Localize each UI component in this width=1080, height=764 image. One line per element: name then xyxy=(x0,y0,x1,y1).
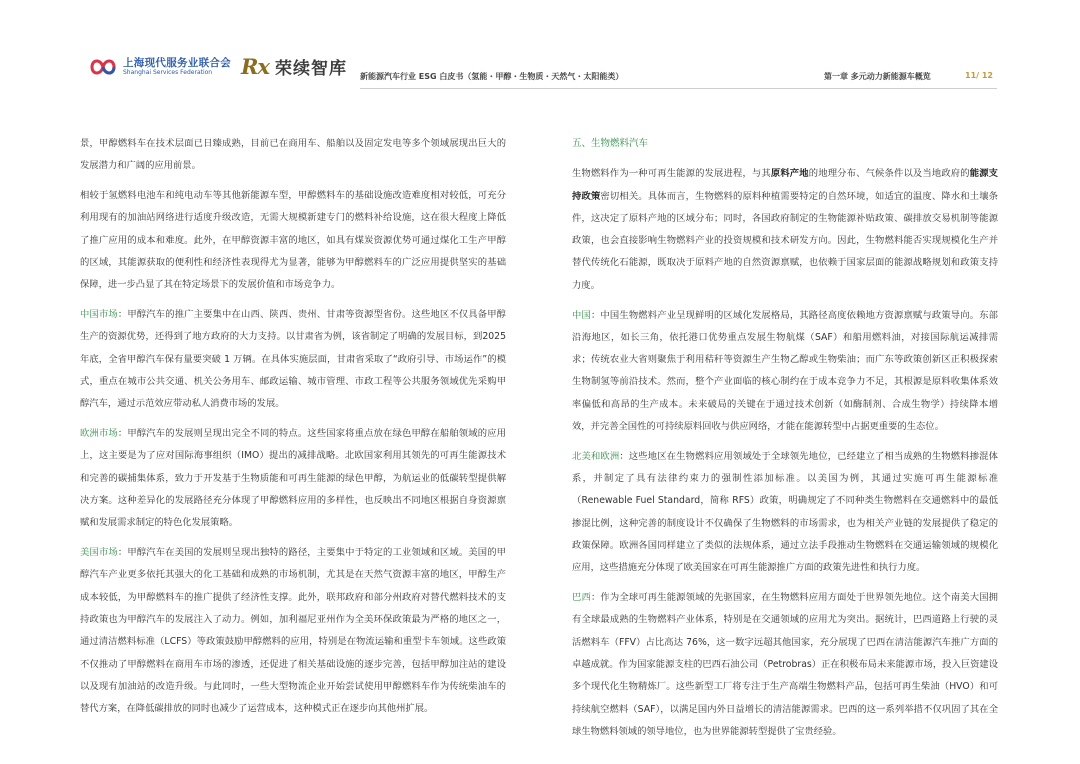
header-divider xyxy=(360,88,997,89)
china-text: ：中国生物燃料产业呈现鲜明的区域化发展格局，其路径高度依赖地方资源禀赋与政策导向。东部沿海地区，如长三角，依托港口优势重点发展生物航煤（SAF）和船用燃料油，对接国际航运减排需求；传统农业大省则聚焦于利用秸秆等资源生产生物乙醇或生物柴油；而广东等政策创新区正积极探索生物制氢等前沿技术。然而，整个产业面临的核心制约在于成本竞争力不足，其根源是原料收集体系效率偏低和高昂的生产成本。未来破局的关键在于通过技术创新（如酶制剂、合成生物学）持续降本增效，并完善全国性的可持续原料回收与供应网络，才能在能源转型中占据更重要的生态位。 xyxy=(572,309,998,433)
intro-text: 生物燃料作为一种可再生能源的发展进程，与其 xyxy=(572,168,771,180)
us-market-text: ：甲醇汽车在美国的发展则呈现出独特的路径，主要集中于特定的工业领域和区域。美国的甲醇汽车产业更多依托其强大的化工基础和成熟的市场机制，尤其是在天然气资源丰富的地区，甲醇生产成本较低，为甲醇燃料车的推广提供了经济性支撑。此外，联邦政府和部分州政府对替代燃料技术的支持政策也为甲醇汽车的发展注入了动力。例如，加利福尼亚州作为全美环保政策最为严格的地区之一，通过清洁燃料标准（LCFS）等政策鼓励甲醇燃料的应用，特别是在物流运输和重型卡车领域。这些政策不仅推动了甲醇燃料在商用车市场的渗透，还促进了相关基础设施的逐步完善，包括甲醇加注站的建设以及现有加油站的改造升级。与此同时，一些大型物流企业开始尝试使用甲醇燃料车作为传统柴油车的替代方案，在降低碳排放的同时也减少了运营成本，这种模式正在逐步向其他州扩展。 xyxy=(80,547,506,715)
paragraph: 景，甲醇燃料车在技术层面已日臻成熟，目前已在商用车、船舶以及固定发电等多个领域展现出巨大的发展潜力和广阔的应用前景。 xyxy=(80,138,506,172)
paragraph: 相较于氢燃料电池车和纯电动车等其他新能源车型，甲醇燃料车的基础设施改造难度相对较低，可充分利用现有的加油站网络进行适度升级改造，无需大规模新建专门的燃料补给设施，这在很大程度上降低了推广应用的成本和难度。此外，在甲醇资源丰富的地区，如具有煤炭资源优势可通过煤化工生产甲醇的区域，其能源获取的便利性和经济性表现得尤为显著，能够为甲醇燃料车的广泛应用提供坚实的基础保障，进一步凸显了其在特定场景下的发展价值和市场竞争力。 xyxy=(80,190,506,291)
china-market-paragraph xyxy=(80,304,506,415)
chapter-title: 第一章 多元动力新能源车概览 xyxy=(824,72,931,81)
right-column xyxy=(572,133,998,751)
china-label: 中国 xyxy=(572,309,591,321)
china-paragraph xyxy=(572,305,998,439)
na-eu-paragraph xyxy=(572,446,998,580)
page-header xyxy=(0,0,1080,100)
brazil-text: ：作为全球可再生能源领域的先驱国家，在生物燃料应用方面处于世界领先地位。这个南美大国拥有全球最成熟的生物燃料产业体系，特别是在交通领域的应用尤为突出。据统计，巴西道路上行驶的灵活燃料车（FFV）占比高达 76%，这一数字远超其他国家，充分展现了巴西在清洁能源汽车推广方面的卓越成就。作为国家能源支柱的巴西石油公司（Petrobras）正在积极布局未来能源市场，投入巨资建设多个现代化生物精炼厂。这些新型工厂将专注于生产高端生物燃料产品，包括可再生柴油（HVO）和可持续航空燃料（SAF），以满足国内外日益增长的清洁能源需求。巴西的这一系列举措不仅巩固了其在全球生物燃料领域的领导地位，也为世界能源转型提供了宝贵经验。 xyxy=(572,592,998,737)
left-column xyxy=(80,133,506,728)
ssf-emblem-icon xyxy=(89,56,117,78)
rx-logo xyxy=(241,52,347,80)
intro-text: 密切相关。具体而言，生物燃料的原料种植需要特定的自然环境，如适宜的温度、降水和土壤条件，这决定了原料产地的区域分布；同时，各国政府制定的生物能源补贴政策、碳排放交易机制等能源政策，也会直接影响生物燃料产业的投资规模和技术研发方向。因此，生物燃料能否实现规模化生产并替代传统化石能源，既取决于原料产地的自然资源禀赋，也依赖于国家层面的能源战略规划和政策支持力度。 xyxy=(572,190,998,291)
us-market-paragraph xyxy=(80,542,506,720)
org-name-cn: 上海现代服务业联合会 xyxy=(123,56,231,69)
biofuel-intro-paragraph xyxy=(572,163,998,297)
us-market-label: 美国市场 xyxy=(80,547,118,559)
brazil-label: 巴西 xyxy=(572,592,591,604)
europe-market-paragraph xyxy=(80,423,506,534)
china-market-label: 中国市场 xyxy=(80,309,118,321)
na-eu-label: 北美和欧洲 xyxy=(572,450,620,462)
china-market-text: ：甲醇汽车的推广主要集中在山西、陕西、贵州、甘肃等资源型省份。这些地区不仅具备甲醇生产的资源优势，还得到了地方政府的大力支持。以甘肃省为例，该省制定了明确的发展目标，到2025 年底，全省甲醇汽车保有量要突破 1 万辆。在具体实施层面，甘肃省采取了“政府引导、市场运作”的模式，重点在城市公共交通、机关公务用车、邮政运输、城市管理、市政工程等公共服务领域优先采购甲醇汽车，通过示范效应带动私人消费市场的发展。 xyxy=(80,309,506,410)
document-title: 新能源汽车行业 ESG 白皮书（氢能・甲醇・生物质・天然气・太阳能类） xyxy=(360,72,624,81)
page-number: 11/ 12 xyxy=(965,71,993,80)
europe-market-label: 欧洲市场 xyxy=(80,428,118,440)
intro-emphasis: 原料产地 xyxy=(770,168,809,180)
brand-name: 荣续智库 xyxy=(274,58,347,79)
ssf-logo xyxy=(89,54,229,80)
na-eu-text: ：这些地区在生物燃料应用领域处于全球领先地位，已经建立了相当成熟的生物燃料掺混体系，并制定了具有法律约束力的强制性添加标准。以美国为例，其通过实施可再生能源标准（Renewable Fuel Standard，简称 RFS）政策，明确规定了不同种类生物燃料在交通燃料中的最低掺混比例，这种完善的制度设计不仅确保了生物燃料的市场需求，也为相关产业链的发展提供了稳定的政策保障。欧洲各国同样建立了类似的法规体系，通过立法手段推动生物燃料在交通运输领域的规模化应用，这些措施充分体现了欧美国家在可再生能源推广方面的政策先进性和执行力度。 xyxy=(572,450,998,574)
europe-market-text: ：甲醇汽车的发展则呈现出完全不同的特点。这些国家将重点放在绿色甲醇在船舶领域的应用上，这主要是为了应对国际海事组织（IMO）提出的减排战略。北欧国家利用其领先的可再生能源技术和完善的碳捕集体系，致力于开发基于生物质能和可再生能源的绿色甲醇，为航运业的低碳转型提供解决方案。这种差异化的发展路径充分体现了甲醇燃料应用的多样性，也反映出不同地区根据自身资源禀赋和发展需求制定的特色化发展策略。 xyxy=(80,428,506,529)
rx-mark: Rx xyxy=(241,53,269,79)
org-name-en: Shanghai Services Federation xyxy=(123,69,213,77)
intro-emphasis: 能源支持政策 xyxy=(572,168,998,202)
brazil-paragraph xyxy=(572,587,998,743)
intro-text: 的地理分布、气候条件以及当地政府的 xyxy=(808,168,970,180)
section-title: 五、生物燃料汽车 xyxy=(572,138,649,149)
